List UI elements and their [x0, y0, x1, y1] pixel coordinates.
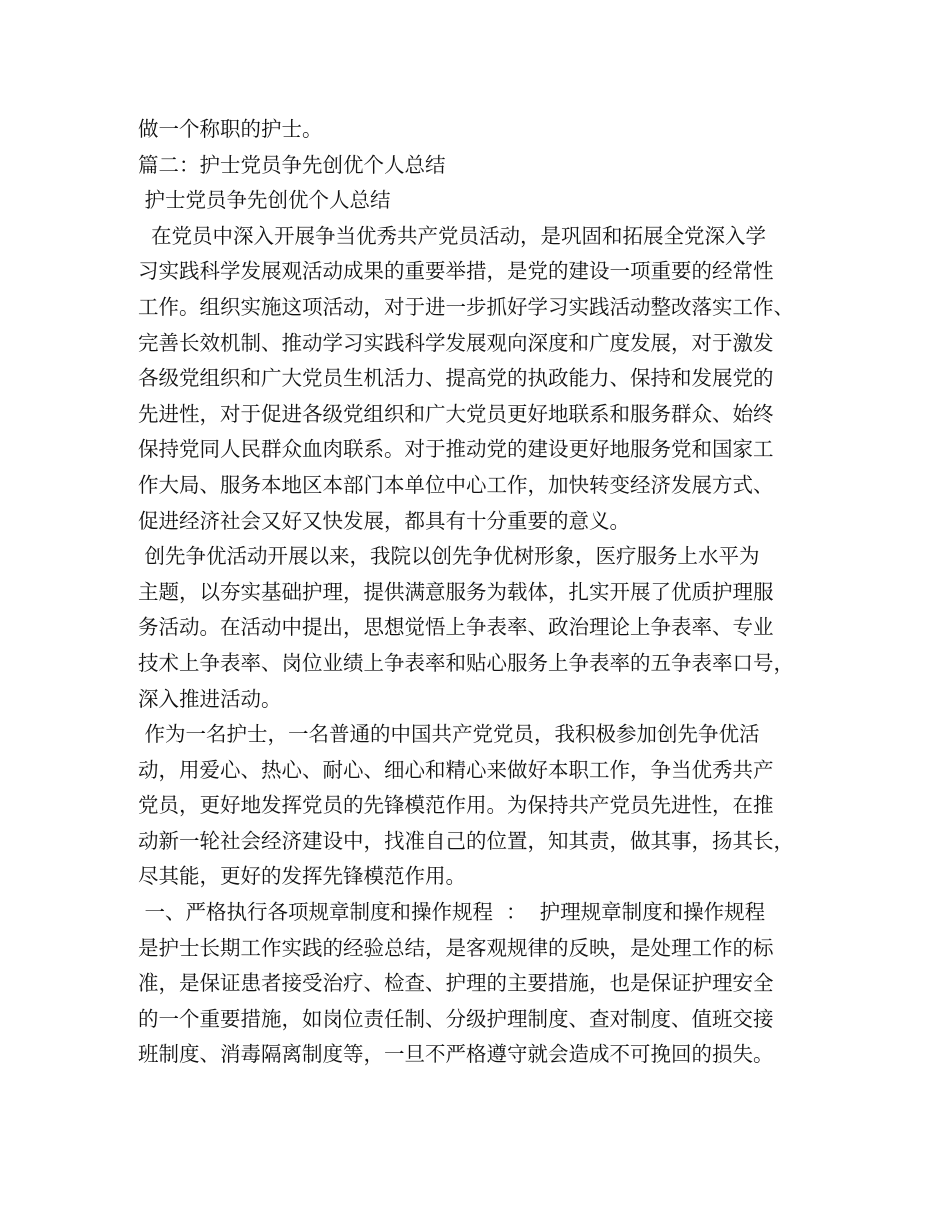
article-title: 护士党员争先创优个人总结	[138, 188, 391, 213]
text-line: 完善长效机制、推动学习实践科学发展观向深度和广度发展，对于激发	[138, 330, 774, 355]
text-line: 做一个称职的护士。	[138, 117, 323, 141]
text-line: 习实践科学发展观活动成果的重要举措，是党的建设一项重要的经常性	[138, 259, 774, 284]
text-line: 深入推进活动。	[138, 686, 282, 711]
document-body	[138, 112, 828, 1073]
text-line: 在党员中深入开展争当优秀共产党员活动，是巩固和拓展全党深入学	[138, 223, 767, 248]
text-line: 促进经济社会又好又快发展，都具有十分重要的意义。	[138, 508, 630, 533]
section-heading: 篇二：护士党员争先创优个人总结	[138, 152, 446, 177]
text-line: 工作。组织实施这项活动，对于进一步抓好学习实践活动整改落实工作、	[138, 294, 794, 319]
text-line: 务活动。在活动中提出，思想觉悟上争表率、政治理论上争表率、专业	[138, 615, 774, 640]
text-line: 创先争优活动开展以来，我院以创先争优树形象，医疗服务上水平为	[138, 544, 760, 569]
text-line: 作大局、服务本地区本部门本单位中心工作，加快转变经济发展方式、	[138, 472, 774, 497]
text-line: 各级党组织和广大党员生机活力、提高党的执政能力、保持和发展党的	[138, 366, 774, 391]
text-line: 动，用爱心、热心、耐心、细心和精心来做好本职工作，争当优秀共产	[138, 757, 774, 782]
text-line: 准，是保证患者接受治疗、检查、护理的主要措施，也是保证护理安全	[138, 971, 774, 996]
text-line: 作为一名护士，一名普通的中国共产党党员，我积极参加创先争优活	[138, 722, 760, 747]
text-line: 先进性，对于促进各级党组织和广大党员更好地联系和服务群众、始终	[138, 401, 774, 426]
text-line: 党员，更好地发挥党员的先锋模范作用。为保持共产党员先进性，在推	[138, 793, 774, 818]
text-line: 是护士长期工作实践的经验总结，是客观规律的反映，是处理工作的标	[138, 935, 774, 960]
text-line: 保持党同人民群众血肉联系。对于推动党的建设更好地服务党和国家工	[138, 437, 774, 462]
text-line: 一、严格执行各项规章制度和操作规程 ： 护理规章制度和操作规程	[138, 900, 766, 925]
text-line: 主题，以夯实基础护理，提供满意服务为载体，扎实开展了优质护理服	[138, 579, 774, 604]
text-line: 班制度、消毒隔离制度等，一旦不严格遵守就会造成不可挽回的损失。	[138, 1042, 774, 1067]
text-line: 的一个重要措施，如岗位责任制、分级护理制度、查对制度、值班交接	[138, 1006, 774, 1031]
text-line: 动新一轮社会经济建设中，找准自己的位置，知其责，做其事，扬其长，	[138, 828, 794, 853]
text-line: 尽其能，更好的发挥先锋模范作用。	[138, 864, 466, 889]
text-line: 技术上争表率、岗位业绩上争表率和贴心服务上争表率的五争表率口号，	[138, 650, 794, 675]
